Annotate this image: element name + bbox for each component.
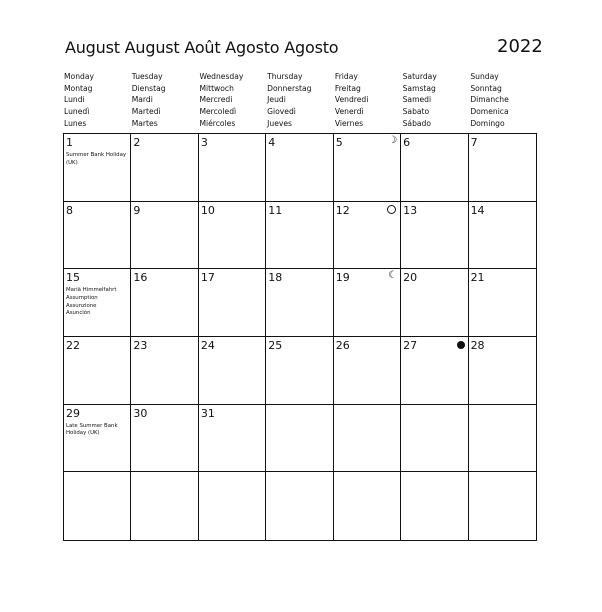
- day-cell[interactable]: [131, 269, 198, 337]
- day-cell[interactable]: [64, 269, 131, 337]
- weekday-label: Wednesday: [199, 72, 244, 81]
- weekday-label: Venerdì: [334, 107, 364, 117]
- weekday-column: [63, 71, 131, 131]
- day-cell[interactable]: [266, 337, 333, 405]
- day-cell[interactable]: [334, 202, 401, 270]
- calendar-title: August August Août Agosto Agosto: [65, 38, 339, 57]
- day-number: 10: [200, 203, 215, 217]
- day-number: 6: [403, 136, 411, 149]
- day-number: 24: [200, 338, 215, 352]
- calendar-year: 2022: [497, 36, 543, 57]
- weekday-column: [198, 71, 266, 131]
- day-cell[interactable]: [64, 405, 131, 473]
- day-cell[interactable]: [199, 405, 266, 473]
- full-moon-icon: [387, 205, 396, 214]
- day-cell[interactable]: [131, 405, 198, 473]
- day-number: 26: [335, 338, 350, 352]
- weekday-label: Freitag: [334, 83, 361, 93]
- day-number: 12: [335, 203, 350, 217]
- day-number: 16: [133, 271, 148, 285]
- day-number: 11: [268, 203, 283, 217]
- day-cell[interactable]: [64, 134, 131, 202]
- weekday-label: Martes: [131, 118, 158, 128]
- weekday-column: [334, 71, 402, 131]
- day-number: 14: [470, 203, 485, 217]
- day-cell[interactable]: [334, 405, 401, 473]
- weekday-label: Mardi: [131, 95, 153, 105]
- day-cell[interactable]: [401, 202, 468, 270]
- day-number: 25: [268, 338, 283, 352]
- day-number: 27: [403, 338, 418, 352]
- day-cell[interactable]: [266, 405, 333, 473]
- day-cell[interactable]: [199, 269, 266, 337]
- day-cell[interactable]: [266, 269, 333, 337]
- holiday-note: Mariä Himmelfahrt Assumption Assunzione Asunción: [66, 287, 117, 317]
- day-number: 22: [66, 338, 80, 352]
- weekday-label: Dienstag: [131, 83, 166, 93]
- day-cell[interactable]: [131, 337, 198, 405]
- weekday-label: Tuesday: [131, 72, 163, 81]
- weekday-column: [402, 71, 470, 131]
- day-number: 17: [200, 271, 215, 285]
- weekday-label: Thursday: [267, 72, 303, 81]
- day-number: 4: [268, 136, 276, 149]
- weekday-label: Sábado: [402, 118, 432, 128]
- weekday-label: Viernes: [334, 118, 364, 128]
- day-number: 5: [335, 136, 343, 149]
- weekday-label: Samstag: [402, 83, 436, 93]
- weekday-header: [63, 71, 537, 131]
- day-cell[interactable]: [469, 269, 536, 337]
- day-cell[interactable]: [199, 202, 266, 270]
- weekday-label: Sunday: [470, 72, 499, 81]
- day-number: 19: [335, 271, 350, 285]
- weekday-label: Sabato: [402, 107, 430, 117]
- day-cell[interactable]: [64, 202, 131, 270]
- day-cell[interactable]: [469, 472, 536, 540]
- day-number: 21: [470, 271, 485, 285]
- weekday-label: Domingo: [470, 118, 505, 128]
- last-quarter-moon-icon: ☾: [388, 270, 398, 282]
- day-cell[interactable]: [334, 472, 401, 540]
- day-cell[interactable]: [334, 337, 401, 405]
- first-quarter-moon-icon: ☽: [388, 135, 398, 146]
- weekday-column: [131, 71, 199, 131]
- day-cell[interactable]: [469, 134, 536, 202]
- holiday-note: Summer Bank Holiday (UK): [66, 152, 127, 166]
- day-cell[interactable]: [401, 472, 468, 540]
- weekday-label: Giovedì: [267, 107, 296, 117]
- day-number: 28: [470, 338, 485, 352]
- weekday-label: Lunes: [64, 118, 87, 128]
- day-number: 31: [200, 406, 215, 420]
- day-cell[interactable]: [401, 269, 468, 337]
- weekday-label: Friday: [334, 72, 358, 81]
- weekday-label: Mercoledì: [199, 107, 237, 117]
- day-cell[interactable]: [334, 134, 401, 202]
- weekday-label: Sonntag: [470, 83, 502, 93]
- day-cell[interactable]: [266, 134, 333, 202]
- day-number: 7: [470, 136, 478, 149]
- day-cell[interactable]: [199, 134, 266, 202]
- calendar-grid: [63, 133, 537, 541]
- weekday-label: Vendredi: [334, 95, 369, 105]
- holiday-note: Late Summer Bank Holiday (UK): [66, 422, 118, 437]
- weekday-label: Donnerstag: [267, 83, 312, 93]
- day-number: 18: [268, 271, 283, 285]
- day-cell[interactable]: [401, 337, 468, 405]
- weekday-label: Jueves: [267, 118, 293, 128]
- weekday-label: Mittwoch: [199, 83, 234, 93]
- day-cell[interactable]: [266, 472, 333, 540]
- weekday-label: Monday: [64, 72, 94, 81]
- weekday-label: Jeudi: [267, 95, 286, 105]
- new-moon-icon: [457, 341, 465, 349]
- weekday-label: Samedi: [402, 95, 432, 105]
- weekday-label: Saturday: [402, 72, 437, 81]
- day-cell[interactable]: [64, 472, 131, 540]
- weekday-label: Lunedì: [64, 107, 90, 117]
- day-number: 2: [133, 136, 141, 149]
- day-cell[interactable]: [131, 472, 198, 540]
- weekday-label: Domenica: [470, 107, 509, 117]
- weekday-label: Dimanche: [470, 95, 509, 105]
- day-number: 3: [200, 136, 208, 149]
- day-cell[interactable]: [469, 202, 536, 270]
- day-cell[interactable]: [401, 405, 468, 473]
- day-cell[interactable]: [199, 337, 266, 405]
- weekday-label: Miércoles: [199, 118, 236, 128]
- day-cell[interactable]: [131, 202, 198, 270]
- weekday-column: [266, 71, 334, 131]
- day-cell[interactable]: [131, 134, 198, 202]
- day-cell[interactable]: [199, 472, 266, 540]
- day-cell[interactable]: [469, 405, 536, 473]
- weekday-label: Montag: [64, 83, 93, 93]
- day-number: 13: [403, 203, 418, 217]
- day-number: 20: [403, 271, 418, 285]
- day-number: 1: [66, 136, 73, 149]
- day-number: 23: [133, 338, 148, 352]
- day-cell[interactable]: [469, 337, 536, 405]
- day-number: 8: [66, 203, 73, 217]
- day-number: 30: [133, 406, 148, 420]
- day-cell[interactable]: [334, 269, 401, 337]
- day-number: 15: [66, 271, 80, 285]
- weekday-column: [469, 71, 537, 131]
- weekday-label: Mercredi: [199, 95, 233, 105]
- day-cell[interactable]: [266, 202, 333, 270]
- weekday-label: Lundi: [64, 95, 85, 105]
- day-cell[interactable]: [401, 134, 468, 202]
- weekday-label: Martedì: [131, 107, 161, 117]
- day-number: 29: [66, 406, 80, 420]
- day-number: 9: [133, 203, 141, 217]
- day-cell[interactable]: [64, 337, 131, 405]
